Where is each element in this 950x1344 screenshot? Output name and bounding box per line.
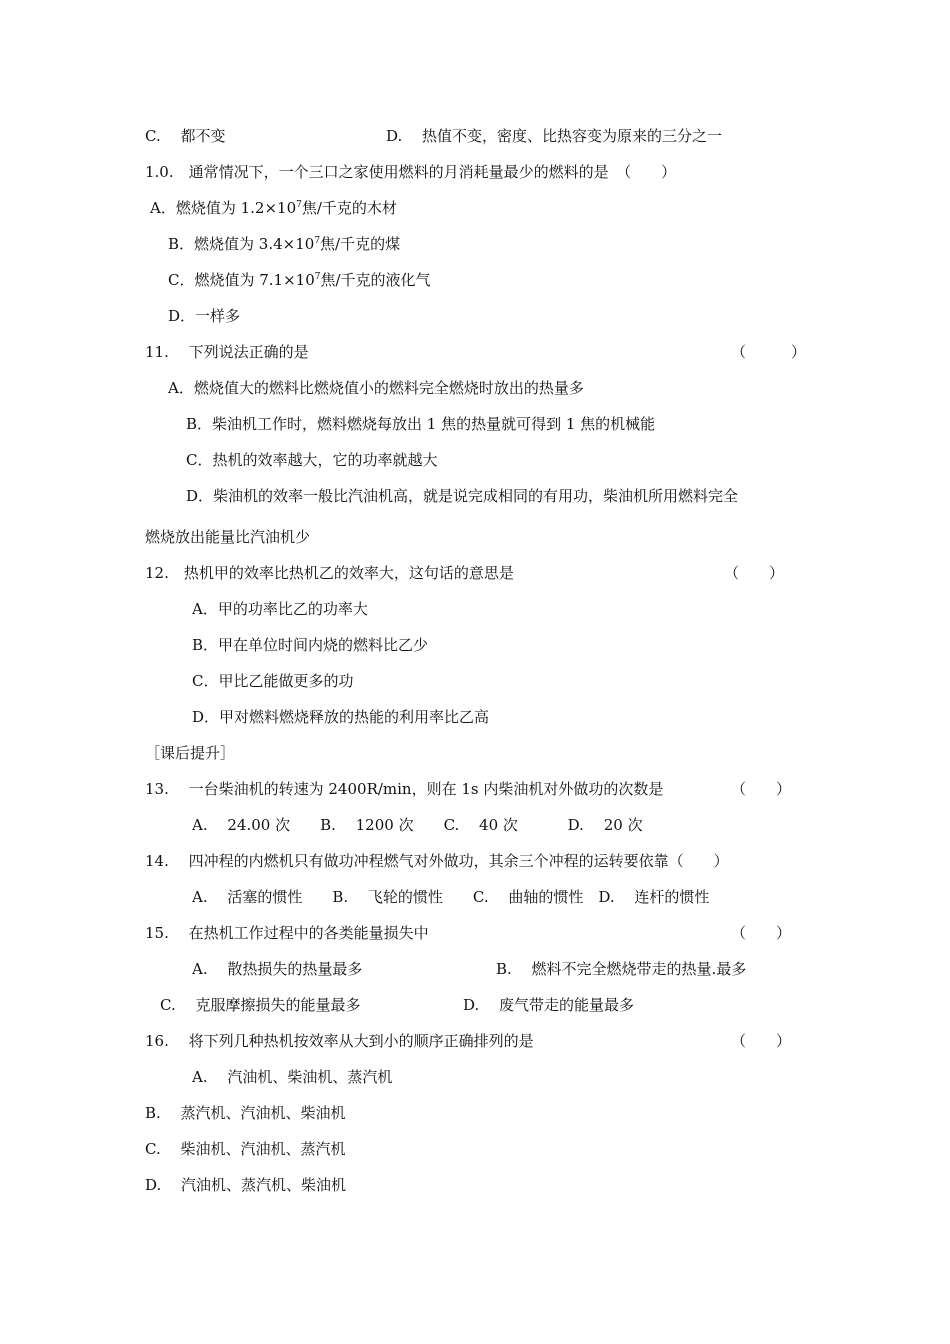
- q15-option-c: C. 克服摩擦损失的能量最多: [160, 996, 361, 1014]
- q9-option-d: D. 热值不变，密度、比热容变为原来的三分之一: [386, 127, 723, 145]
- q15-option-a: A. 散热损失的热量最多: [192, 960, 363, 978]
- q10-a-unit: 焦/千克的木材: [301, 199, 397, 217]
- section-heading: ［课后提升］: [145, 744, 236, 762]
- q12-stem: 12. 热机甲的效率比热机乙的效率大，这句话的意思是: [145, 564, 514, 582]
- q10-option-b: [168, 234, 400, 254]
- q16-option-a: A. 汽油机、柴油机、蒸汽机: [192, 1068, 393, 1086]
- q15-option-b: B. 燃料不完全燃烧带走的热量.最多: [496, 960, 747, 978]
- q11-stem: 11. 下列说法正确的是: [145, 343, 309, 361]
- q11-option-c: C．热机的效率越大，它的功率就越大: [186, 451, 438, 469]
- q10-c-unit: 焦/千克的液化气: [320, 271, 431, 289]
- q10-stem: 1.0. 通常情况下，一个三口之家使用燃料的月消耗量最少的燃料的是 （ ）: [145, 163, 677, 181]
- q10-option-a: [150, 198, 397, 218]
- q13-options: A. 24.00 次 B. 1200 次 C. 40 次 D. 20 次: [192, 816, 643, 834]
- q16-option-d: D. 汽油机、蒸汽机、柴油机: [145, 1176, 347, 1194]
- q13-answer-bracket: （ ）: [731, 780, 792, 798]
- q12-answer-bracket: （ ）: [724, 564, 785, 582]
- q16-answer-bracket: （ ）: [731, 1032, 792, 1050]
- q10-a-exponent: 7: [296, 200, 302, 210]
- q10-c-exponent: 7: [314, 272, 321, 282]
- q10-b-exponent: 7: [314, 236, 321, 246]
- q13-stem: 13. 一台柴油机的转速为 2400R/min，则在 1s 内柴油机对外做功的次数是: [145, 780, 664, 798]
- q10-b-text: B．燃烧值为 3.4×10: [168, 235, 315, 253]
- q12-option-b: B．甲在单位时间内烧的燃料比乙少: [192, 636, 429, 654]
- q12-option-d: D．甲对燃料燃烧释放的热能的利用率比乙高: [192, 708, 490, 726]
- q12-option-c: C．甲比乙能做更多的功: [192, 672, 354, 690]
- q11-option-b: B．柴油机工作时，燃料燃烧每放出 1 焦的热量就可得到 1 焦的机械能: [186, 415, 656, 433]
- q15-option-d: D. 废气带走的能量最多: [463, 996, 635, 1014]
- q15-stem: 15. 在热机工作过程中的各类能量损失中: [145, 924, 429, 942]
- q14-stem: 14. 四冲程的内燃机只有做功冲程燃气对外做功，其余三个冲程的运转要依靠（ ）: [145, 852, 729, 870]
- q11-option-d: D．柴油机的效率一般比汽油机高，就是说完成相同的有用功，柴油机所用燃料完全: [186, 487, 739, 505]
- q9-option-c: C. 都不变: [145, 127, 226, 145]
- q14-options: A. 活塞的惯性 B. 飞轮的惯性 C. 曲轴的惯性 D. 连杆的惯性: [192, 888, 710, 906]
- q16-option-b: B. 蒸汽机、汽油机、柴油机: [145, 1104, 346, 1122]
- q15-answer-bracket: （ ）: [731, 924, 792, 942]
- q11-option-a: A．燃烧值大的燃料比燃烧值小的燃料完全燃烧时放出的热量多: [168, 379, 584, 397]
- q11-answer-bracket: （ ）: [731, 343, 807, 361]
- q16-option-c: C. 柴油机、汽油机、蒸汽机: [145, 1140, 346, 1158]
- q16-stem: 16. 将下列几种热机按效率从大到小的顺序正确排列的是: [145, 1032, 534, 1050]
- q12-option-a: A．甲的功率比乙的功率大: [192, 600, 368, 618]
- q10-a-text: A．燃烧值为 1.2×10: [150, 199, 297, 217]
- q10-c-text: C．燃烧值为 7.1×10: [168, 271, 315, 289]
- q10-option-d: D．一样多: [168, 307, 241, 325]
- q10-b-unit: 焦/千克的煤: [320, 235, 401, 253]
- q10-option-c: [168, 270, 431, 290]
- q11-option-d-continued: 燃烧放出能量比汽油机少: [145, 528, 311, 546]
